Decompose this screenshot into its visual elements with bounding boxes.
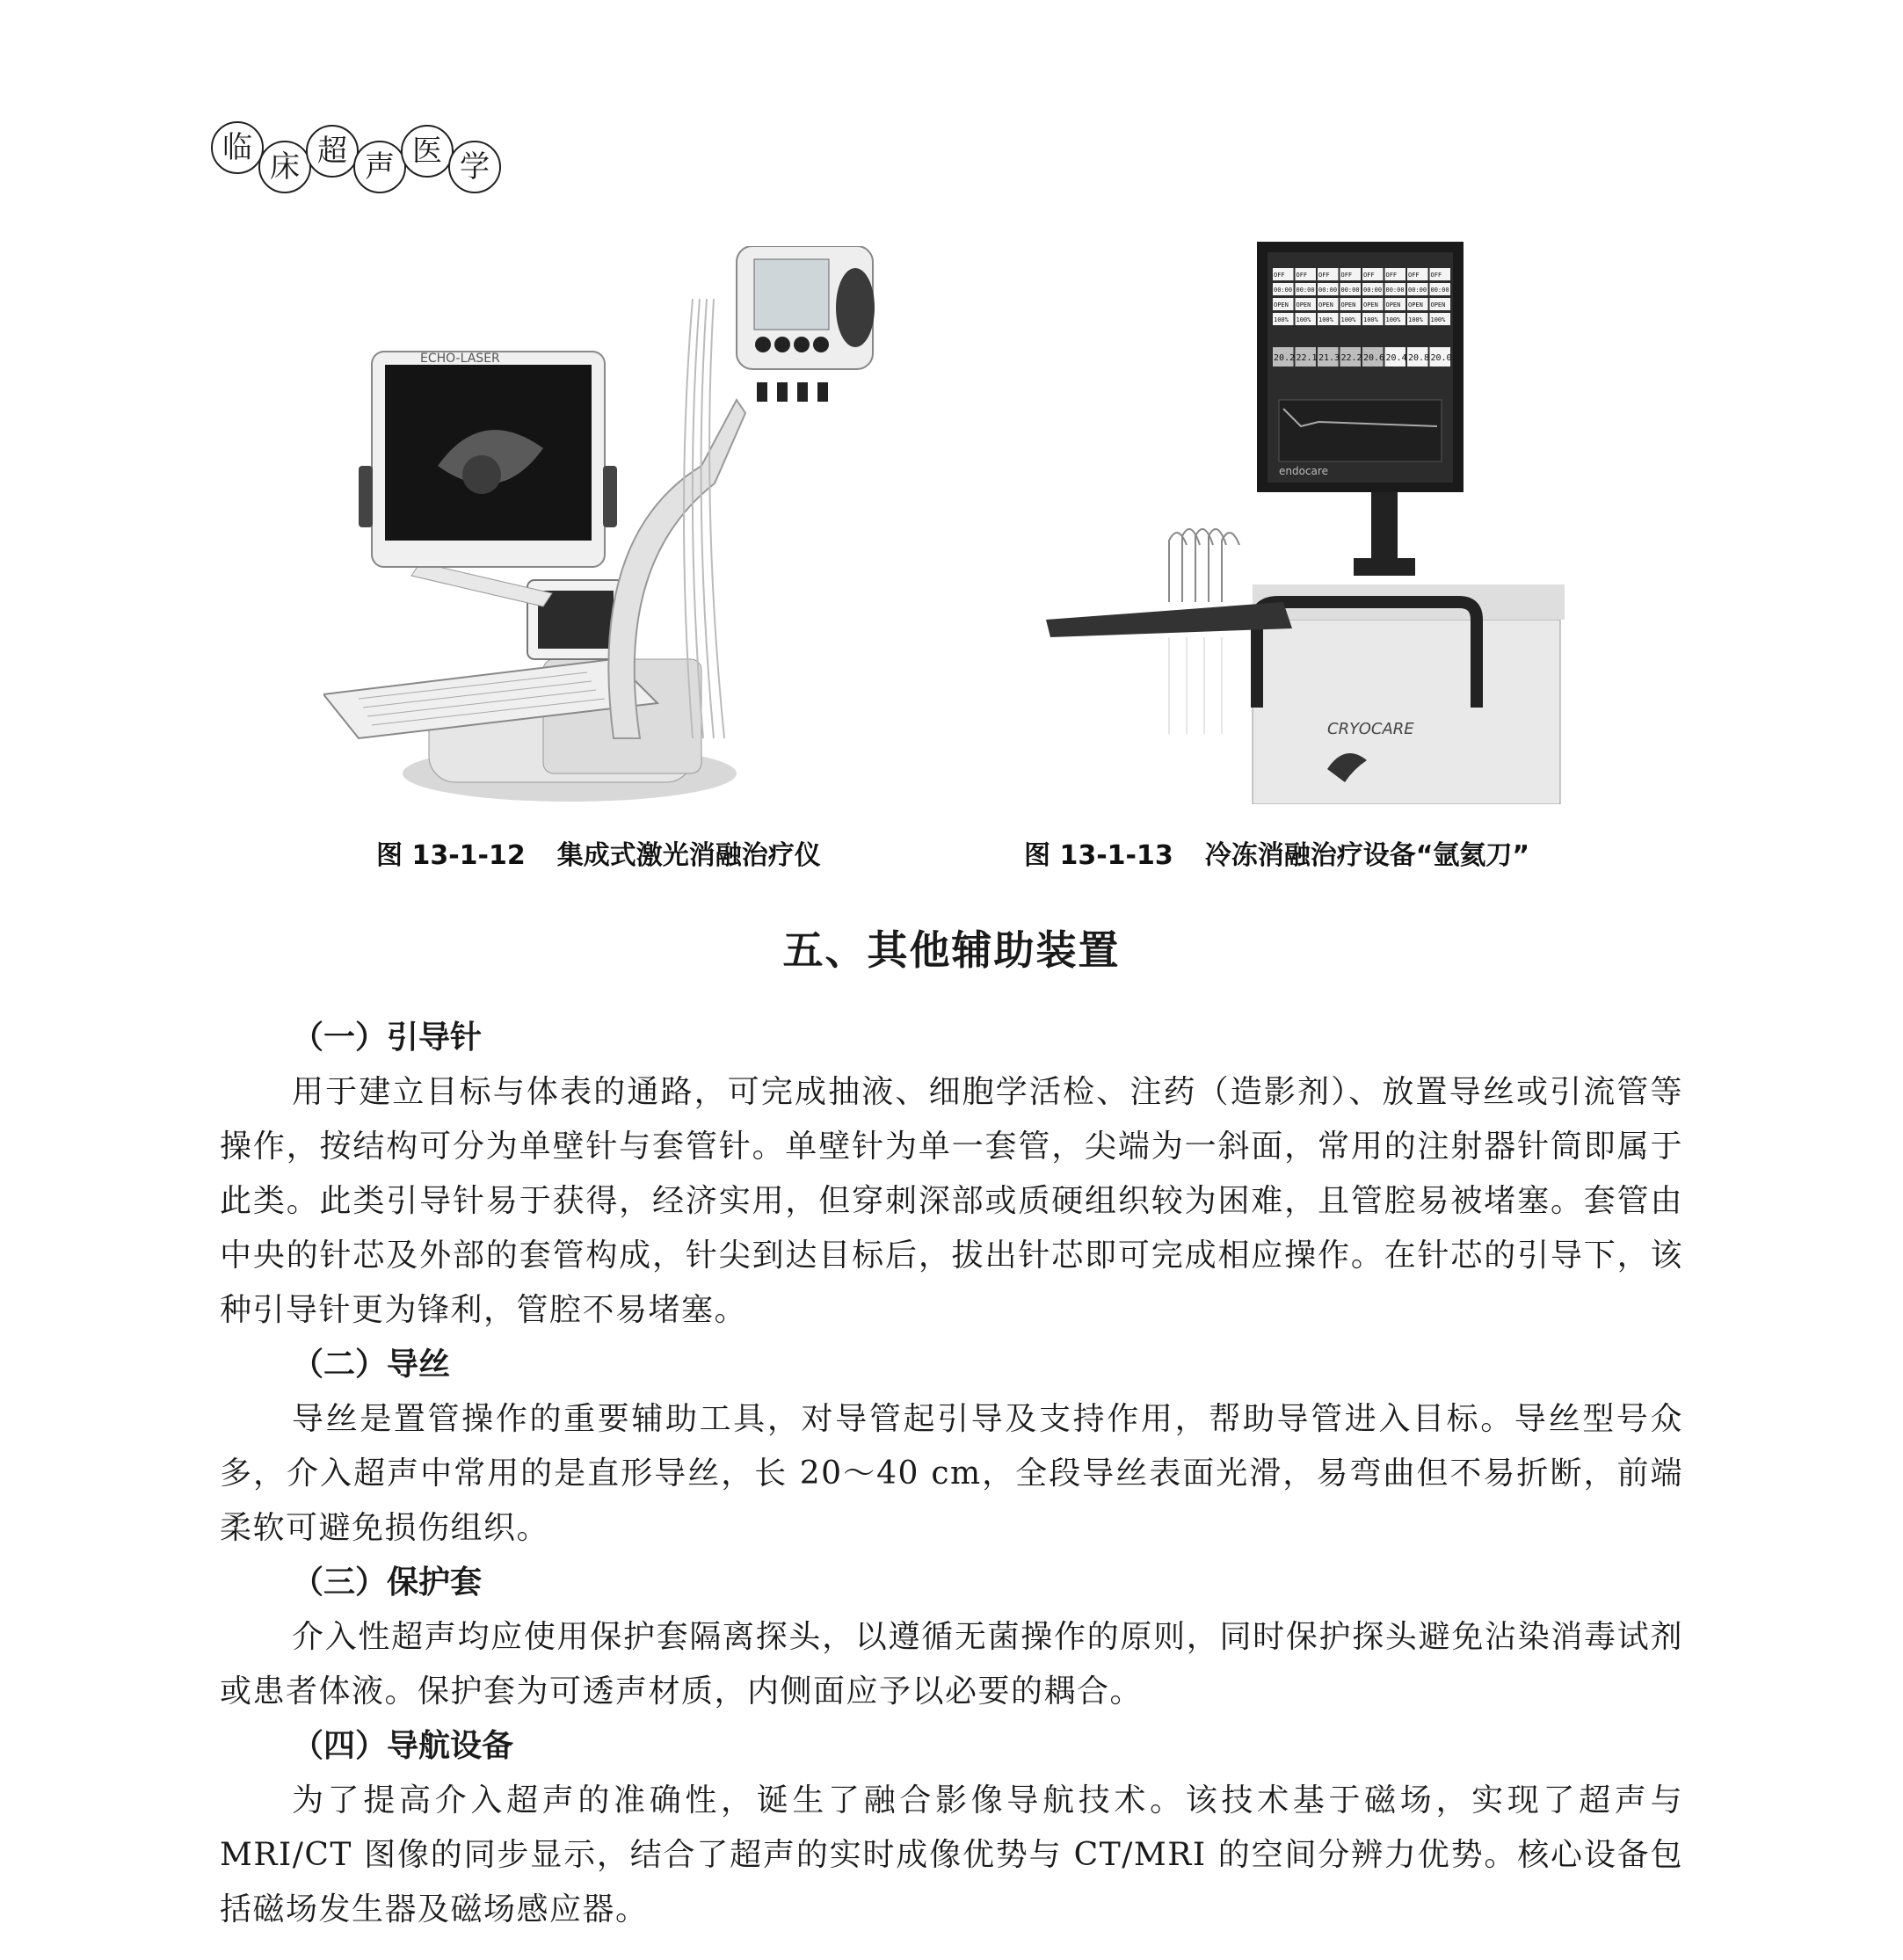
body-content xyxy=(220,1011,1683,1937)
temp-value: 20.0 xyxy=(1430,353,1452,363)
screen-cell-text: OFF xyxy=(1340,272,1353,279)
figure-number: 图 13-1-12 xyxy=(376,840,526,871)
screen-cell-text: OFF xyxy=(1430,272,1442,279)
screen-cell-text: 00:00 xyxy=(1385,287,1405,294)
screen-cell-text: OFF xyxy=(1274,272,1285,279)
screen-cell-text: OFF xyxy=(1385,272,1398,279)
screen-cell-text: OFF xyxy=(1296,272,1308,279)
screen-cell-text: OPEN xyxy=(1274,301,1289,309)
temp-value: 22.1 xyxy=(1296,353,1318,363)
figure-title: 集成式激光消融治疗仪 xyxy=(556,840,821,871)
subsection-heading: （三）保护套 xyxy=(292,1564,483,1601)
temp-value: 20.8 xyxy=(1408,353,1430,363)
figure-number: 图 13-1-13 xyxy=(1024,840,1173,871)
screen-cell-text: 100% xyxy=(1363,316,1378,323)
paragraph: 导丝是置管操作的重要辅助工具，对导管起引导及支持作用，帮助导管进入目标。导丝型号众多，介入超声中常用的是直形导丝，长 20～40 cm，全段导丝表面光滑，易弯曲但不易折断，前端柔软可避免损伤组织。 xyxy=(220,1401,1683,1546)
figure-cryo-ablation-device xyxy=(1037,242,1565,804)
logo-char: 超 xyxy=(306,125,359,178)
cart-brand-label: CRYOCARE xyxy=(1327,720,1414,738)
figure-caption xyxy=(1024,833,1529,872)
screen-cell-text: 00:00 xyxy=(1274,287,1293,294)
screen-cell-text: 00:00 xyxy=(1340,287,1360,294)
figure-laser-ablation-device xyxy=(323,246,895,804)
logo-char: 床 xyxy=(258,141,311,193)
temp-value: 21.3 xyxy=(1318,353,1340,363)
paragraph: 为了提高介入超声的准确性，诞生了融合影像导航技术。该技术基于磁场，实现了超声与 MRI/CT 图像的同步显示，结合了超声的实时成像优势与 CT/MRI 的空间分辨力优势。核心设备包括磁场发生器及磁场感应器。 xyxy=(220,1782,1683,1927)
screen-cell-text: 100% xyxy=(1318,316,1333,323)
logo-char: 学 xyxy=(448,141,501,193)
logo-char: 临 xyxy=(211,121,264,174)
screen-cell-text: OPEN xyxy=(1340,301,1356,309)
figure-title: 冷冻消融治疗设备“氩氦刀” xyxy=(1204,840,1530,871)
screen-cell-text: OPEN xyxy=(1318,301,1333,309)
screen-cell-text: 00:00 xyxy=(1408,287,1427,294)
logo-char: 声 xyxy=(353,141,406,193)
device-brand-label: ECHO-LASER xyxy=(420,352,500,366)
screen-cell-text: 100% xyxy=(1430,316,1446,323)
paragraph: 介入性超声均应使用保护套隔离探头，以遵循无菌操作的原则，同时保护探头避免沾染消毒试剂或患者体液。保护套为可透声材质，内侧面应予以必要的耦合。 xyxy=(220,1619,1683,1710)
logo-char: 医 xyxy=(401,125,454,178)
temp-value: 20.6 xyxy=(1363,353,1385,363)
screen-brand-label: endocare xyxy=(1279,465,1328,477)
book-logo xyxy=(211,121,501,200)
temp-value: 20.2 xyxy=(1274,353,1296,363)
temp-value: 22.2 xyxy=(1340,353,1362,363)
temp-value: 20.4 xyxy=(1385,353,1407,363)
subsection-heading: （二）导丝 xyxy=(292,1347,451,1383)
screen-cell-text: 00:00 xyxy=(1318,287,1338,294)
screen-cell-text: 100% xyxy=(1385,316,1401,323)
section-title: 五、其他辅助装置 xyxy=(782,926,1121,974)
screen-cell-text: 100% xyxy=(1296,316,1311,323)
screen-cell-text: OPEN xyxy=(1430,301,1446,309)
screen-cell-text: OFF xyxy=(1408,272,1420,279)
screen-cell-text: 100% xyxy=(1408,316,1423,323)
screen-cell-text: 00:00 xyxy=(1296,287,1315,294)
paragraph: 用于建立目标与体表的通路，可完成抽液、细胞学活检、注药（造影剂）、放置导丝或引流管等操作，按结构可分为单壁针与套管针。单壁针为单一套管，尖端为一斜面，常用的注射器针筒即属于此类。此类引导针易于获得，经济实用，但穿刺深部或质硬组织较为困难，且管腔易被堵塞。套管由中央的针芯及外部的套管构成，针尖到达目标后，拔出针芯即可完成相应操作。在针芯的引导下，该种引导针更为锋利，管腔不易堵塞。 xyxy=(220,1074,1683,1328)
screen-cell-text: OFF xyxy=(1363,272,1375,279)
screen-cell-text: 00:00 xyxy=(1430,287,1449,294)
screen-cell-text: OFF xyxy=(1318,272,1330,279)
screen-cell-text: 00:00 xyxy=(1363,287,1383,294)
figure-caption xyxy=(376,833,821,872)
subsection-heading: （四）导航设备 xyxy=(292,1728,514,1764)
screen-cell-text: 100% xyxy=(1274,316,1289,323)
screen-cell-text: 100% xyxy=(1340,316,1356,323)
screen-cell-text: OPEN xyxy=(1363,301,1378,309)
screen-cell-text: OPEN xyxy=(1296,301,1311,309)
screen-cell-text: OPEN xyxy=(1408,301,1423,309)
screen-cell-text: OPEN xyxy=(1385,301,1401,309)
subsection-heading: （一）引导针 xyxy=(292,1020,483,1056)
